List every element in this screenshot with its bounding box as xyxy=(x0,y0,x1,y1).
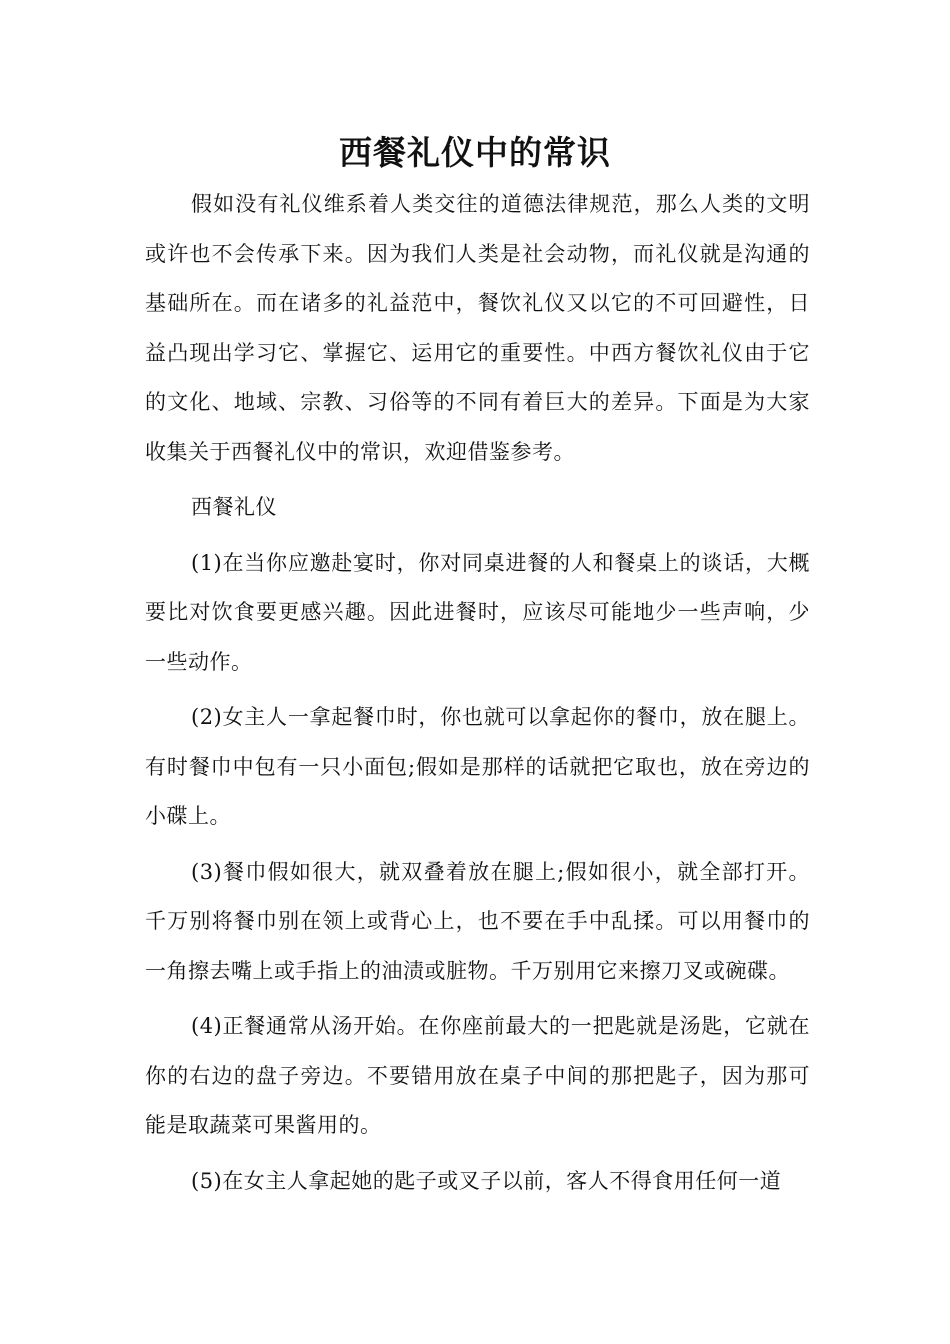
section-heading: 西餐礼仪 xyxy=(191,495,277,519)
rule-paragraph-5: (5)在女主人拿起她的匙子或叉子以前，客人不得食用任何一道 xyxy=(191,1168,782,1193)
rule-paragraph-3: (3)餐巾假如很大，就双叠着放在腿上;假如很小，就全部打开。千万别将餐巾别在领上或背心上，也不要在手中乱揉。可以用餐巾的一角擦去嘴上或手指上的油渍或脏物。千万别用它来擦刀叉或碗碟。 xyxy=(145,859,810,983)
rule-paragraph-2: (2)女主人一拿起餐巾时，你也就可以拿起你的餐巾，放在腿上。有时餐巾中包有一只小面包;假如是那样的话就把它取也，放在旁边的小碟上。 xyxy=(145,705,810,828)
document-body xyxy=(145,180,810,1206)
rule-paragraph-4: (4)正餐通常从汤开始。在你座前最大的一把匙就是汤匙，它就在你的右边的盘子旁边。不要错用放在桌子中间的那把匙子，因为那可能是取蔬菜可果酱用的。 xyxy=(145,1014,810,1137)
rule-paragraph-1: (1)在当你应邀赴宴时，你对同桌进餐的人和餐桌上的谈话，大概要比对饮食要更感兴趣。因此进餐时，应该尽可能地少一些声响，少一些动作。 xyxy=(145,550,810,674)
intro-paragraph: 假如没有礼仪维系着人类交往的道德法律规范，那么人类的文明或许也不会传承下来。因为我们人类是社会动物，而礼仪就是沟通的基础所在。而在诸多的礼益范中，餐饮礼仪又以它的不可回避性，日益凸现出学习它、掌握它、运用它的重要性。中西方餐饮礼仪由于它的文化、地域、宗教、习俗等的不同有着巨大的差异。下面是为大家收集关于西餐礼仪中的常识，欢迎借鉴参考。 xyxy=(145,192,810,464)
document-title: 西餐礼仪中的常识 xyxy=(339,133,611,172)
